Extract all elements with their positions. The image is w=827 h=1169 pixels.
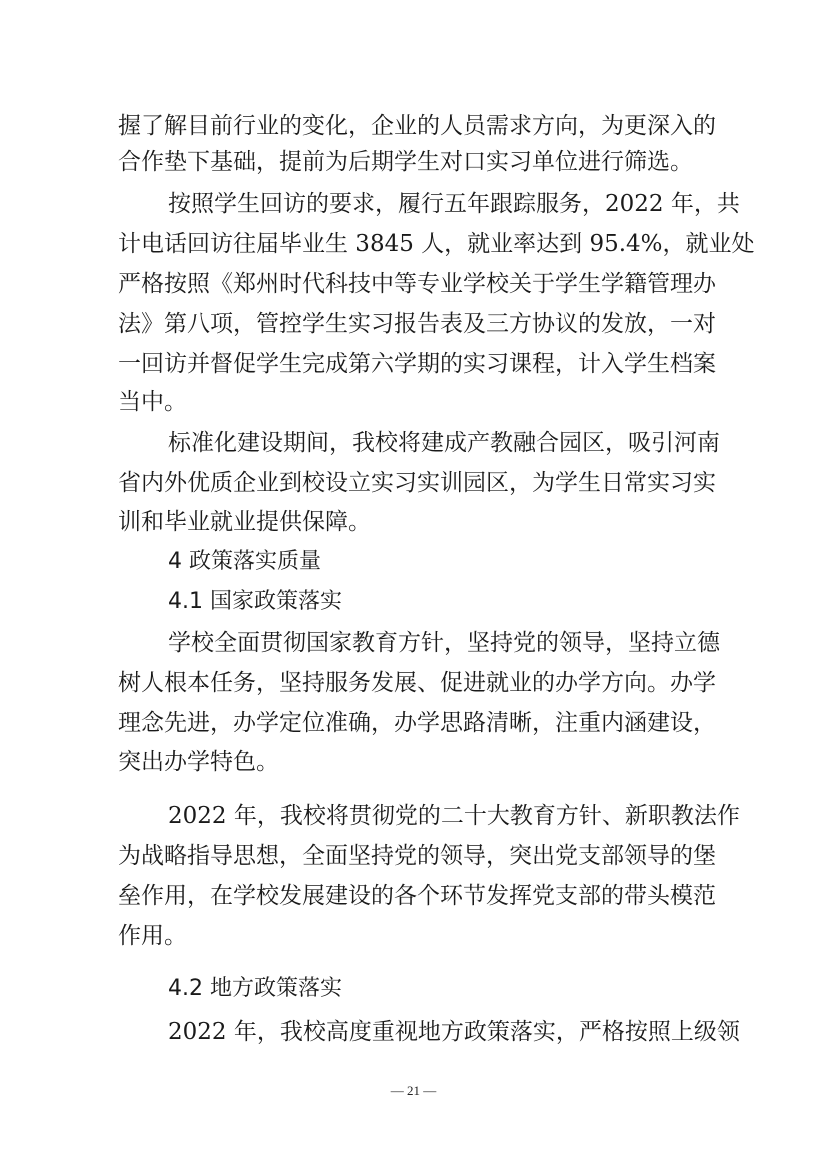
page-number: — 21 — [390, 1083, 437, 1098]
paragraph-line: 按照学生回访的要求，履行五年跟踪服务，2022 年，共 [168, 191, 740, 217]
paragraph-line: 严格按照《郑州时代科技中等专业学校关于学生学籍管理办 [118, 271, 716, 297]
paragraph-line: 一回访并督促学生完成第六学期的实习课程，计入学生档案 [118, 351, 716, 377]
paragraph-line: 突出办学特色。 [118, 749, 279, 775]
paragraph-line: 学校全面贯彻国家教育方针，坚持党的领导，坚持立德 [168, 630, 720, 656]
subsection-heading: 4.2 地方政策落实 [168, 976, 342, 1001]
paragraph-line: 标准化建设期间，我校将建成产教融合园区，吸引河南 [168, 430, 720, 456]
subsection-heading: 4.1 国家政策落实 [168, 589, 342, 614]
paragraph-line: 省内外优质企业到校设立实习实训园区，为学生日常实习实 [118, 470, 716, 496]
paragraph-line: 树人根本任务，坚持服务发展、促进就业的办学方向。办学 [118, 670, 716, 696]
paragraph-line: 为战略指导思想，全面坚持党的领导，突出党支部领导的堡 [118, 843, 716, 869]
paragraph-line: 2022 年，我校将贯彻党的二十大教育方针、新职教法作 [168, 803, 740, 829]
paragraph-line: 合作垫下基础，提前为后期学生对口实习单位进行筛选。 [118, 149, 693, 175]
paragraph-line: 当中。 [118, 389, 187, 415]
section-heading: 4 政策落实质量 [168, 549, 321, 574]
paragraph-line: 训和毕业就业提供保障。 [118, 509, 371, 535]
paragraph-line: 计电话回访往届毕业生 3845 人，就业率达到 95.4%，就业处 [118, 231, 755, 257]
paragraph-line: 垒作用，在学校发展建设的各个环节发挥党支部的带头模范 [118, 883, 716, 909]
paragraph-line: 理念先进，办学定位准确，办学思路清晰，注重内涵建设， [118, 710, 716, 736]
paragraph-line: 法》第八项，管控学生实习报告表及三方协议的发放，一对 [118, 311, 716, 337]
paragraph-line: 握了解目前行业的变化，企业的人员需求方向，为更深入的 [118, 113, 716, 139]
paragraph-line: 2022 年，我校高度重视地方政策落实，严格按照上级领 [168, 1019, 740, 1045]
paragraph-line: 作用。 [118, 923, 187, 949]
